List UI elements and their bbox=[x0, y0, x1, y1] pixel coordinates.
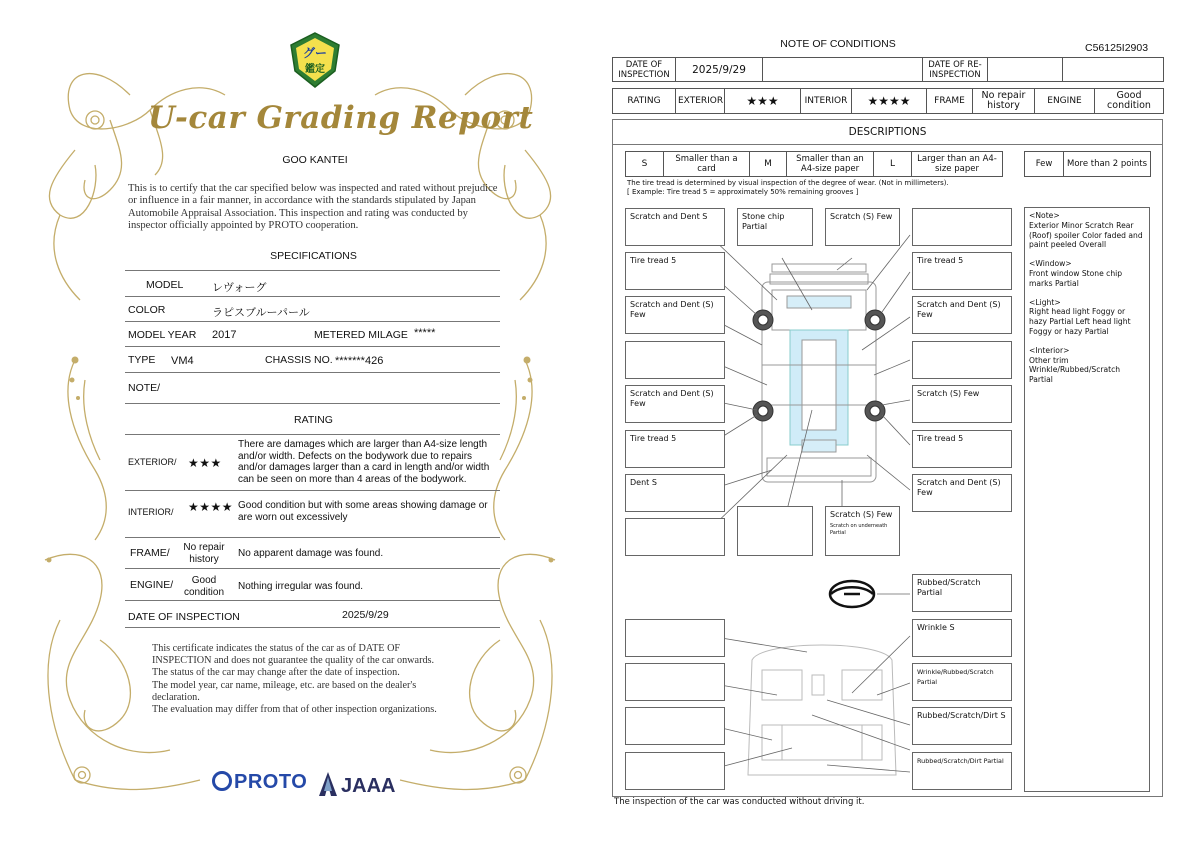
disclaimer-line: declaration. bbox=[152, 691, 200, 703]
frame-value: No repair history bbox=[973, 89, 1035, 114]
window-block bbox=[1029, 259, 1145, 288]
condition-box: Scratch and Dent (S) Few bbox=[625, 296, 725, 334]
legend-l-text: Larger than an A4-size paper bbox=[912, 152, 1003, 177]
divider bbox=[125, 490, 500, 491]
notes-panel bbox=[1024, 207, 1150, 792]
condition-box bbox=[625, 341, 725, 379]
model-value: レヴォーグ bbox=[212, 282, 267, 294]
frame-label: FRAME bbox=[927, 89, 973, 114]
disclaimer-line: INSPECTION and does not guarantee the quality of the car onwards. bbox=[152, 655, 435, 667]
interior-condition-box bbox=[625, 752, 725, 790]
model-label: MODEL bbox=[146, 279, 184, 291]
jaaa-logo-text: JAAA bbox=[341, 775, 396, 797]
date-of-inspection-label: DATE OF INSPECTION bbox=[613, 58, 676, 82]
date-of-reinspection-label: DATE OF RE-INSPECTION bbox=[923, 58, 988, 82]
legend-m-text: Smaller than an A4-size paper bbox=[787, 152, 874, 177]
interior-condition-box bbox=[625, 707, 725, 745]
rating-label: RATING bbox=[613, 89, 676, 114]
report-subtitle: GOO KANTEI bbox=[282, 154, 348, 166]
interior-condition-box: Rubbed/Scratch Partial bbox=[912, 574, 1012, 612]
divider bbox=[125, 537, 500, 538]
jaaa-logo bbox=[318, 771, 395, 798]
condition-box: Scratch (S) Few bbox=[912, 385, 1012, 423]
frame-label: FRAME/ bbox=[130, 547, 170, 559]
interior-condition-box: Wrinkle S bbox=[912, 619, 1012, 657]
car-top-view bbox=[762, 264, 876, 482]
condition-box bbox=[912, 341, 1012, 379]
legend-s-text: Smaller than a card bbox=[664, 152, 750, 177]
model-year-label: MODEL YEAR bbox=[128, 329, 197, 341]
date-of-inspection-value: 2025/9/29 bbox=[676, 58, 763, 82]
condition-box-text: Scratch (S) Few bbox=[830, 510, 893, 519]
condition-box: Scratch and Dent (S) Few bbox=[912, 474, 1012, 512]
condition-box-subtext: Scratch on underneath Partial bbox=[830, 523, 888, 536]
note-label: NOTE/ bbox=[128, 382, 161, 394]
exterior-description: There are damages which are larger than A4-size length and/or width. Defects on the bodywork due to repairs and/or damages larger than a card in length and/or width can be seen on more than 4 areas of the bodywork. bbox=[238, 439, 490, 485]
type-value: VM4 bbox=[171, 355, 194, 367]
metered-milage-value: ***** bbox=[414, 327, 436, 339]
divider bbox=[125, 296, 500, 297]
proto-logo-text: PROTO bbox=[234, 771, 308, 793]
exterior-stars: ★★★ bbox=[725, 89, 801, 114]
legend-m-code: M bbox=[750, 152, 787, 177]
certification-statement: This is to certify that the car specified below was inspected and rated without prejudice or influence in a fair manner, in accordance with the standards stipulated by Japan Automobile Appraisal Association. This inspection and rating was conducted by inspector officially appointed by PROTO cooperation. bbox=[128, 183, 498, 232]
proto-q-icon bbox=[212, 771, 232, 791]
condition-box: Tire tread 5 bbox=[625, 430, 725, 468]
interior-condition-box: Wrinkle/Rubbed/Scratch Partial bbox=[912, 663, 1012, 701]
divider bbox=[125, 600, 500, 601]
rating-heading: RATING bbox=[294, 414, 333, 426]
interior-condition-box bbox=[625, 663, 725, 701]
exterior-label: EXTERIOR/ bbox=[128, 457, 177, 467]
divider bbox=[125, 346, 500, 347]
frame-description: No apparent damage was found. bbox=[238, 548, 384, 559]
window-heading: <Window> bbox=[1029, 259, 1072, 269]
chassis-value: *******426 bbox=[335, 355, 384, 367]
condition-box: Scratch and Dent (S) Few bbox=[912, 296, 1012, 334]
condition-box: Scratch (S) Few bbox=[825, 208, 900, 246]
exterior-stars: ★★★ bbox=[188, 456, 222, 470]
interior-description: Good condition but with some areas showing damage or are worn out excessively bbox=[238, 500, 488, 523]
condition-box: Tire tread 5 bbox=[912, 430, 1012, 468]
svg-text:鑑定: 鑑定 bbox=[305, 64, 325, 75]
legend-few-code: Few bbox=[1025, 152, 1064, 177]
divider bbox=[125, 403, 500, 404]
interior-condition-box bbox=[625, 619, 725, 657]
condition-box: Dent S bbox=[625, 474, 725, 512]
frame-value: No repair history bbox=[183, 542, 225, 565]
condition-box bbox=[737, 506, 813, 556]
interior-text: Other trim Wrinkle/Rubbed/Scratch Partial bbox=[1029, 355, 1121, 385]
disclaimer-line: This certificate indicates the status of the car as of DATE OF bbox=[152, 643, 401, 654]
light-heading: <Light> bbox=[1029, 297, 1061, 307]
engine-description: Nothing irregular was found. bbox=[238, 581, 364, 592]
engine-value: Good condition bbox=[1095, 89, 1164, 114]
empty-cell bbox=[763, 58, 923, 82]
tire-tread-note bbox=[627, 179, 949, 197]
proto-logo bbox=[212, 771, 307, 794]
note-title: NOTE OF CONDITIONS bbox=[780, 38, 896, 50]
date-of-inspection-label: DATE OF INSPECTION bbox=[128, 611, 240, 623]
interior-stars: ★★★★ bbox=[188, 500, 234, 514]
chassis-label: CHASSIS NO. bbox=[265, 354, 333, 366]
interior-condition-box: Rubbed/Scratch/Dirt S bbox=[912, 707, 1012, 745]
model-year-value: 2017 bbox=[212, 329, 237, 341]
disclaimer-line: The evaluation may differ from that of other inspection organizations. bbox=[152, 704, 437, 716]
size-legend-table bbox=[625, 151, 1003, 177]
divider bbox=[125, 434, 500, 435]
condition-box: Tire tread 5 bbox=[912, 252, 1012, 290]
divider bbox=[125, 372, 500, 373]
tire-note-line: The tire tread is determined by visual inspection of the degree of wear. (Not in millimeters). bbox=[627, 179, 949, 187]
exterior-label: EXTERIOR bbox=[676, 89, 725, 114]
condition-box bbox=[825, 506, 900, 556]
divider bbox=[125, 627, 500, 628]
condition-box: Stone chip Partial bbox=[737, 208, 813, 246]
empty-cell bbox=[988, 58, 1063, 82]
interior-stars: ★★★★ bbox=[852, 89, 927, 114]
color-label: COLOR bbox=[128, 304, 166, 316]
engine-label: ENGINE bbox=[1035, 89, 1095, 114]
interior-label: INTERIOR/ bbox=[128, 507, 174, 517]
type-label: TYPE bbox=[128, 354, 156, 366]
divider bbox=[125, 270, 500, 271]
interior-heading: <Interior> bbox=[1029, 345, 1070, 355]
disclaimer bbox=[152, 643, 472, 716]
light-text: Right head light Foggy or hazy Partial Left head light Foggy or hazy Partial bbox=[1029, 307, 1131, 336]
divider bbox=[125, 568, 500, 569]
goo-kantei-badge bbox=[287, 31, 343, 91]
note-block bbox=[1029, 211, 1145, 250]
engine-value: Good condition bbox=[183, 575, 225, 598]
color-value: ラピスブルーパール bbox=[212, 307, 310, 319]
certificate-code: C56125I2903 bbox=[1085, 42, 1149, 54]
jaaa-emblem-icon bbox=[318, 771, 338, 797]
window-text: Front window Stone chip marks Partial bbox=[1029, 268, 1123, 288]
condition-box bbox=[625, 518, 725, 556]
divider bbox=[125, 321, 500, 322]
condition-box: Tire tread 5 bbox=[625, 252, 725, 290]
few-legend-table bbox=[1024, 151, 1151, 177]
legend-s-code: S bbox=[626, 152, 664, 177]
condition-box bbox=[912, 208, 1012, 246]
disclaimer-line: The model year, car name, mileage, etc. are based on the dealer's bbox=[152, 679, 417, 691]
car-interior-view bbox=[748, 645, 896, 775]
condition-box: Scratch and Dent S bbox=[625, 208, 725, 246]
tire-note-line: [ Example: Tire tread 5 = approximately 50% remaining grooves ] bbox=[627, 188, 859, 196]
interior-label: INTERIOR bbox=[801, 89, 852, 114]
empty-cell bbox=[1063, 58, 1164, 82]
disclaimer-line: The status of the car may change after the date of inspection. bbox=[152, 667, 400, 679]
svg-text:グー: グー bbox=[302, 46, 328, 60]
inspection-footer-note: The inspection of the car was conducted without driving it. bbox=[614, 797, 865, 807]
note-text: Exterior Minor Scratch Rear (Roof) spoiler Color faded and paint peeled Overall bbox=[1029, 220, 1143, 250]
metered-milage-label: METERED MILAGE bbox=[314, 329, 408, 341]
inspection-date-table bbox=[612, 57, 1164, 82]
interior-condition-box: Rubbed/Scratch/Dirt Partial bbox=[912, 752, 1012, 790]
condition-box: Scratch and Dent (S) Few bbox=[625, 385, 725, 423]
report-title: U-car Grading Report bbox=[148, 100, 534, 136]
legend-few-text: More than 2 points bbox=[1064, 152, 1151, 177]
date-of-inspection-value: 2025/9/29 bbox=[342, 609, 389, 621]
legend-l-code: L bbox=[874, 152, 912, 177]
note-heading: <Note> bbox=[1029, 211, 1060, 220]
rating-table bbox=[612, 88, 1164, 114]
descriptions-heading: DESCRIPTIONS bbox=[612, 119, 1163, 145]
steering-wheel-icon bbox=[830, 581, 874, 607]
engine-label: ENGINE/ bbox=[130, 579, 174, 591]
light-block bbox=[1029, 298, 1145, 337]
specifications-heading: SPECIFICATIONS bbox=[270, 250, 357, 262]
interior-block bbox=[1029, 346, 1145, 385]
